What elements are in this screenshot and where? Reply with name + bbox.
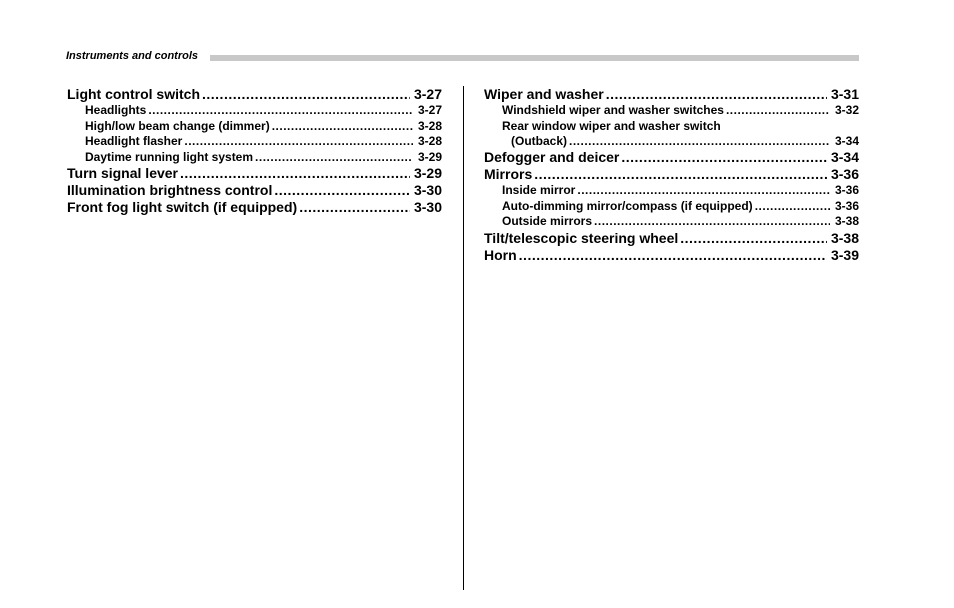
toc-entry-page: 3-36 <box>834 198 859 213</box>
toc-entry-page: 3-31 <box>830 86 859 102</box>
dot-leader <box>519 247 827 264</box>
dot-leader <box>148 103 413 119</box>
dot-leader <box>180 165 410 182</box>
toc-entry-title: Mirrors <box>484 166 533 183</box>
toc-entry-title: Light control switch <box>67 86 200 102</box>
toc-subentry[interactable] <box>67 134 442 150</box>
dot-leader <box>255 150 413 166</box>
toc-entry-title: Auto-dimming mirror/compass (if equipped) <box>502 198 753 213</box>
toc-entry[interactable] <box>484 166 859 183</box>
toc-subentry[interactable] <box>484 199 859 215</box>
toc-entry-page: 3-36 <box>830 166 859 183</box>
toc-entry[interactable] <box>484 230 859 247</box>
toc-left-column <box>67 86 442 216</box>
toc-subentry-line2[interactable] <box>484 134 859 150</box>
toc-entry-title: Horn <box>484 246 517 263</box>
dot-leader <box>606 86 827 103</box>
toc-subentry[interactable] <box>484 103 859 119</box>
dot-leader <box>680 230 827 247</box>
toc-entry-title: Illumination brightness control <box>67 182 273 199</box>
toc-entry-title-continued: (Outback) <box>511 133 568 148</box>
toc-entry-title: Defogger and deicer <box>484 149 620 166</box>
toc-entry-title: Tilt/telescopic steering wheel <box>484 229 679 246</box>
toc-entry-page: 3-29 <box>413 165 442 182</box>
toc-right-column <box>484 86 859 264</box>
toc-entry-title: Windshield wiper and washer switches <box>502 103 724 117</box>
toc-entry[interactable] <box>484 247 859 264</box>
toc-entry[interactable] <box>67 182 442 199</box>
toc-entry[interactable] <box>67 86 442 103</box>
dot-leader <box>594 214 830 230</box>
dot-leader <box>569 134 830 150</box>
dot-leader <box>534 166 827 183</box>
toc-entry-title: High/low beam change (dimmer) <box>85 118 270 133</box>
toc-entry[interactable] <box>484 86 859 103</box>
toc-subentry[interactable] <box>67 150 442 166</box>
section-header-title: Instruments and controls <box>66 50 199 62</box>
toc-entry-page: 3-32 <box>834 103 859 117</box>
toc-entry-title: Rear window wiper and washer switch <box>502 118 721 133</box>
toc-entry-page: 3-30 <box>413 182 442 199</box>
dot-leader <box>577 183 830 199</box>
toc-subentry[interactable] <box>484 214 859 230</box>
toc-entry-page: 3-38 <box>830 229 859 246</box>
toc-entry-title: Headlight flasher <box>85 134 183 149</box>
toc-subentry[interactable] <box>67 103 442 119</box>
toc-entry-title: Front fog light switch (if equipped) <box>67 199 298 216</box>
dot-leader <box>184 134 413 150</box>
toc-entry-page: 3-29 <box>417 149 442 164</box>
dot-leader <box>621 149 827 166</box>
dot-leader <box>274 182 410 199</box>
dot-leader <box>726 103 830 119</box>
toc-entry-page: 3-28 <box>417 134 442 149</box>
toc-entry[interactable] <box>67 199 442 216</box>
toc-entry-page: 3-27 <box>413 86 442 102</box>
toc-entry-title: Outside mirrors <box>502 214 593 229</box>
toc-entry-page: 3-27 <box>417 103 442 117</box>
toc-entry-title: Inside mirror <box>502 183 576 198</box>
toc-entry-title: Turn signal lever <box>67 165 178 182</box>
dot-leader <box>202 86 410 103</box>
dot-leader <box>272 119 413 135</box>
toc-entry-page: 3-34 <box>830 149 859 166</box>
toc-subentry[interactable] <box>67 119 442 135</box>
toc-entry-page: 3-30 <box>413 199 442 216</box>
header-rule <box>210 55 859 61</box>
toc-subentry[interactable] <box>484 183 859 199</box>
dot-leader <box>755 199 830 215</box>
toc-entry[interactable] <box>484 149 859 166</box>
toc-entry-page: 3-36 <box>834 183 859 198</box>
toc-entry[interactable] <box>67 165 442 182</box>
toc-entry-title: Wiper and washer <box>484 86 604 102</box>
toc-entry-page: 3-28 <box>417 118 442 133</box>
toc-entry-title: Headlights <box>85 103 147 117</box>
toc-entry-page: 3-34 <box>834 133 859 148</box>
column-divider <box>463 86 464 590</box>
toc-entry-title: Daytime running light system <box>85 149 254 164</box>
toc-entry-page: 3-39 <box>830 246 859 263</box>
dot-leader <box>299 199 410 216</box>
toc-entry-page: 3-38 <box>834 214 859 229</box>
toc-subentry-line1[interactable] <box>484 119 859 134</box>
